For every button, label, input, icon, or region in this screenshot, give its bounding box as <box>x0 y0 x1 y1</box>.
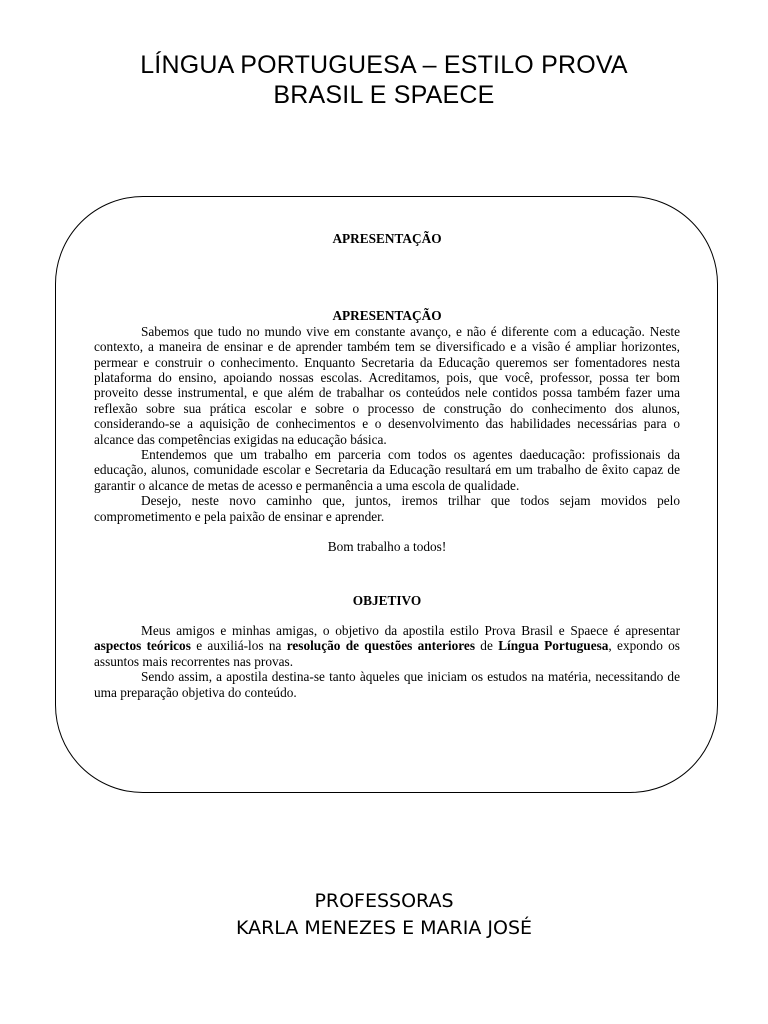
document-title <box>0 50 768 110</box>
authors-line-2: KARLA MENEZES E MARIA JOSÉ <box>235 917 533 939</box>
obj-text-4: , expondo os assuntos mais recorrentes nas provas. <box>94 638 680 669</box>
obj-text-3: de <box>475 638 499 654</box>
authors-block <box>0 888 768 942</box>
authors-line-1: PROFESSORAS <box>314 890 454 912</box>
obj-bold-lingua: Língua Portuguesa <box>498 638 609 654</box>
spacer <box>94 524 680 539</box>
closing-line: Bom trabalho a todos! <box>327 539 447 555</box>
obj-text-1: Meus amigos e minhas amigas, o objetivo da apostila estilo Prova Brasil e Spaece é apresentar <box>141 622 680 638</box>
section-heading-objetivo: OBJETIVO <box>352 592 422 608</box>
obj-text-2: e auxiliá-los na <box>190 638 287 654</box>
title-line-2: BRASIL E SPAECE <box>273 81 495 109</box>
section-heading-apresentacao: APRESENTAÇÃO <box>332 308 442 324</box>
spacer <box>94 555 680 593</box>
section-heading-apresentacao-top: APRESENTAÇÃO <box>332 231 442 246</box>
paragraph-apresentacao-2: Entendemos que um trabalho em parceria com todos os agentes daeducação: profissionais da educação, alunos, comunidade escolar e Secretaria da Educação resultará em um trabalho de êxito capaz de garantir o alcance de metas de acesso e permanência a uma escola de qualidade. <box>94 447 680 493</box>
paragraph-apresentacao-1: Sabemos que tudo no mundo vive em constante avanço, e não é diferente com a educação. Neste contexto, a maneira de ensinar e de aprender também tem se diversificado e a visão é ampliar horizontes, permear e construir o conhecimento. Enquanto Secretaria da Educação queremos ser fomentadores nesta plataforma do ensino, apoiando nossas escolas. Acreditamos, pois, que você, professor, possa ter bom proveito desse instrumental, e que além de trabalhar os conteúdos nele contidos possa também fazer uma reflexão sobre sua prática escolar e sobre o processo de construção do conhecimento dos alunos, considerando-se a aquisição de conhecimentos e o desenvolvimento das habilidades necessárias para o alcance das competências exigidas na educação básica. <box>94 323 680 447</box>
obj-bold-resolucao: resolução de questões anteriores <box>286 638 475 654</box>
title-line-1: LÍNGUA PORTUGUESA – ESTILO PROVA <box>140 51 628 79</box>
spacer <box>94 608 680 623</box>
obj-bold-aspectos: aspectos teóricos <box>94 638 191 654</box>
paragraph-apresentacao-3: Desejo, neste novo caminho que, juntos, iremos trilhar que todos sejam movidos pelo comprometimento e pela paixão de ensinar e aprender. <box>94 493 680 524</box>
paragraph-objetivo-2: Sendo assim, a apostila destina-se tanto àqueles que iniciam os estudos na matéria, necessitando de uma preparação objetiva do conteúdo. <box>94 669 680 700</box>
spacer <box>94 246 680 308</box>
paragraph-objetivo-1 <box>94 623 680 669</box>
content-body <box>94 231 680 700</box>
